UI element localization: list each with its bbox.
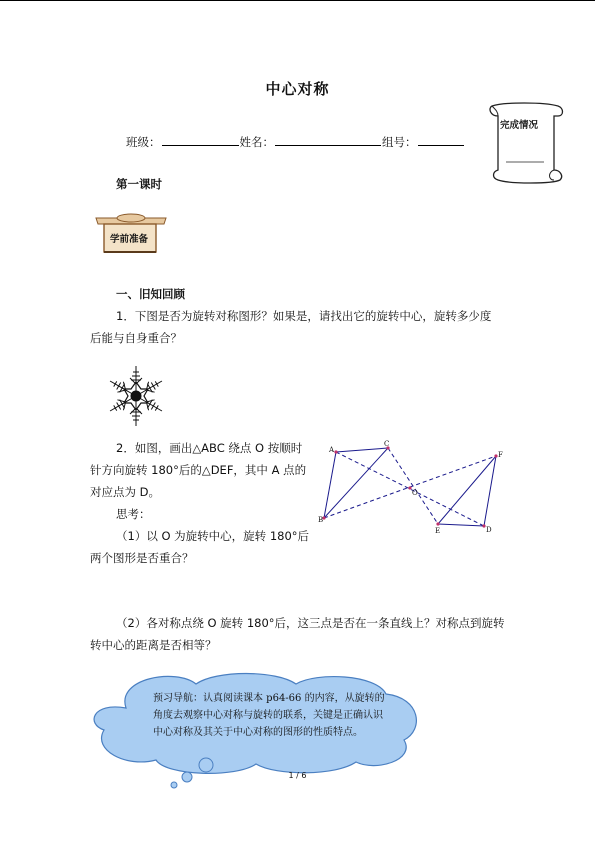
point-label-b: B bbox=[318, 516, 324, 524]
top-rule bbox=[0, 0, 595, 1]
guide-line-1: 预习导航：认真阅读课本 p64-66 的内容，从旋转的 bbox=[153, 693, 385, 704]
sub-question-1-line-1: （1）以 O 为旋转中心，旋转 180°后 bbox=[116, 529, 310, 543]
completion-scroll-icon bbox=[484, 100, 568, 186]
point-label-o: O bbox=[412, 489, 418, 497]
point-label-d: D bbox=[486, 526, 492, 534]
question-2-line-1: 2．如图，画出△ABC 绕点 O 按顺时 bbox=[116, 441, 303, 455]
section-heading: 一、旧知回顾 bbox=[116, 287, 185, 301]
student-info-line bbox=[126, 133, 465, 150]
group-blank[interactable] bbox=[418, 133, 464, 146]
guide-line-2: 角度去观察中心对称与旋转的联系，关键是正确认识 bbox=[153, 710, 383, 721]
sub-question-1-line-2: 两个图形是否重合？ bbox=[90, 551, 194, 565]
page-number: 1 / 6 bbox=[288, 771, 307, 780]
preview-guide-text bbox=[153, 690, 413, 741]
prep-banner-label: 学前准备 bbox=[110, 234, 149, 245]
question-2-line-2: 针方向旋转 180°后的△DEF，其中 A 点的 bbox=[90, 463, 307, 477]
guide-line-3: 中心对称及其关于中心对称的图形的性质特点。 bbox=[153, 727, 363, 738]
name-label: 姓名： bbox=[239, 135, 274, 149]
think-label: 思考： bbox=[116, 507, 151, 521]
point-label-a: A bbox=[329, 446, 335, 454]
snowflake-figure bbox=[96, 362, 176, 430]
name-blank[interactable] bbox=[275, 133, 381, 146]
sub-question-2-line-1: （2）各对称点绕 O 旋转 180°后，这三点是否在一条直线上？对称点到旋转 bbox=[116, 616, 505, 630]
question-2-line-3: 对应点为 D。 bbox=[90, 485, 161, 499]
completion-label: 完成情况 bbox=[500, 120, 539, 131]
point-label-f: F bbox=[498, 451, 503, 459]
page-title: 中心对称 bbox=[265, 80, 330, 98]
group-label: 组号： bbox=[382, 135, 417, 149]
sub-question-2-line-2: 转中心的距离是否相等？ bbox=[90, 638, 217, 652]
question-1-line-1: 1．下图是否为旋转对称图形？如果是，请找出它的旋转中心，旋转多少度 bbox=[116, 309, 492, 323]
lesson-heading: 第一课时 bbox=[116, 177, 162, 191]
point-label-c: C bbox=[384, 440, 390, 448]
geometry-figure bbox=[318, 440, 508, 536]
point-label-e: E bbox=[435, 527, 441, 535]
class-blank[interactable] bbox=[162, 133, 239, 146]
question-1-line-2: 后能与自身重合？ bbox=[90, 331, 182, 345]
class-label: 班级： bbox=[126, 135, 161, 149]
